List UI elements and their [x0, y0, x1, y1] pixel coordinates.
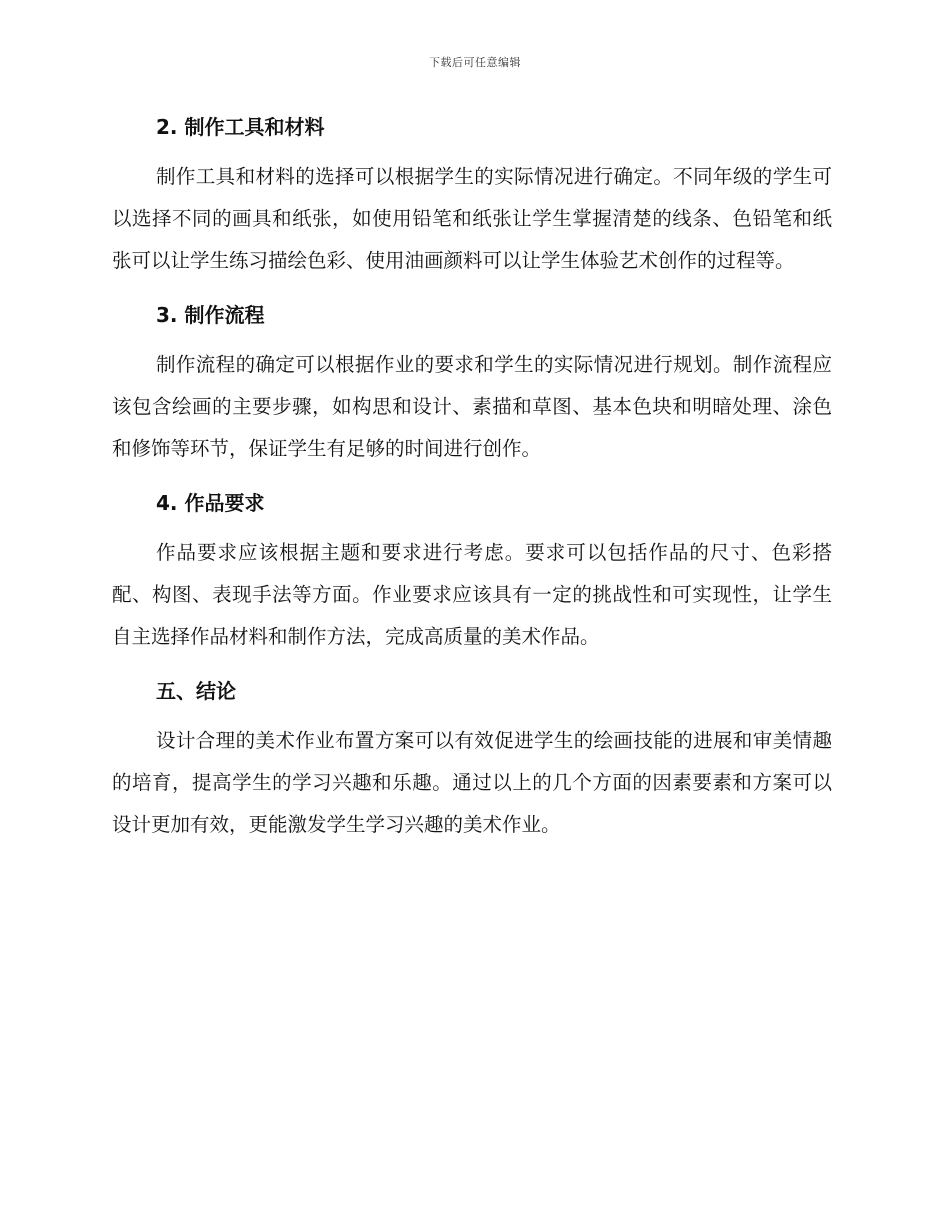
section-paragraph: 设计合理的美术作业布置方案可以有效促进学生的绘画技能的进展和审美情趣的培育，提高学生的学习兴趣和乐趣。通过以上的几个方面的因素要素和方案可以设计更加有效，更能激发学生学习兴趣的美术作业。	[112, 729, 832, 836]
document-body	[112, 108, 832, 860]
section-heading: 2. 制作工具和材料	[156, 115, 325, 139]
section-heading: 4. 作品要求	[156, 491, 265, 515]
section-paragraph: 制作工具和材料的选择可以根据学生的实际情况进行确定。不同年级的学生可以选择不同的画具和纸张，如使用铅笔和纸张让学生掌握清楚的线条、色铅笔和纸张可以让学生练习描绘色彩、使用油画颜料可以让学生体验艺术创作的过程等。	[112, 165, 832, 272]
section-tools-materials	[112, 108, 832, 282]
section-heading: 3. 制作流程	[156, 303, 265, 327]
section-heading: 五、结论	[156, 679, 236, 703]
section-conclusion	[112, 672, 832, 846]
section-paragraph: 制作流程的确定可以根据作业的要求和学生的实际情况进行规划。制作流程应该包含绘画的主要步骤，如构思和设计、素描和草图、基本色块和明暗处理、涂色和修饰等环节，保证学生有足够的时间进行创作。	[112, 353, 832, 460]
section-process	[112, 296, 832, 470]
section-requirements	[112, 484, 832, 658]
page-header-note: 下载后可任意编辑	[429, 56, 521, 69]
section-paragraph: 作品要求应该根据主题和要求进行考虑。要求可以包括作品的尺寸、色彩搭配、构图、表现手法等方面。作业要求应该具有一定的挑战性和可实现性，让学生自主选择作品材料和制作方法，完成高质量的美术作品。	[112, 541, 832, 648]
